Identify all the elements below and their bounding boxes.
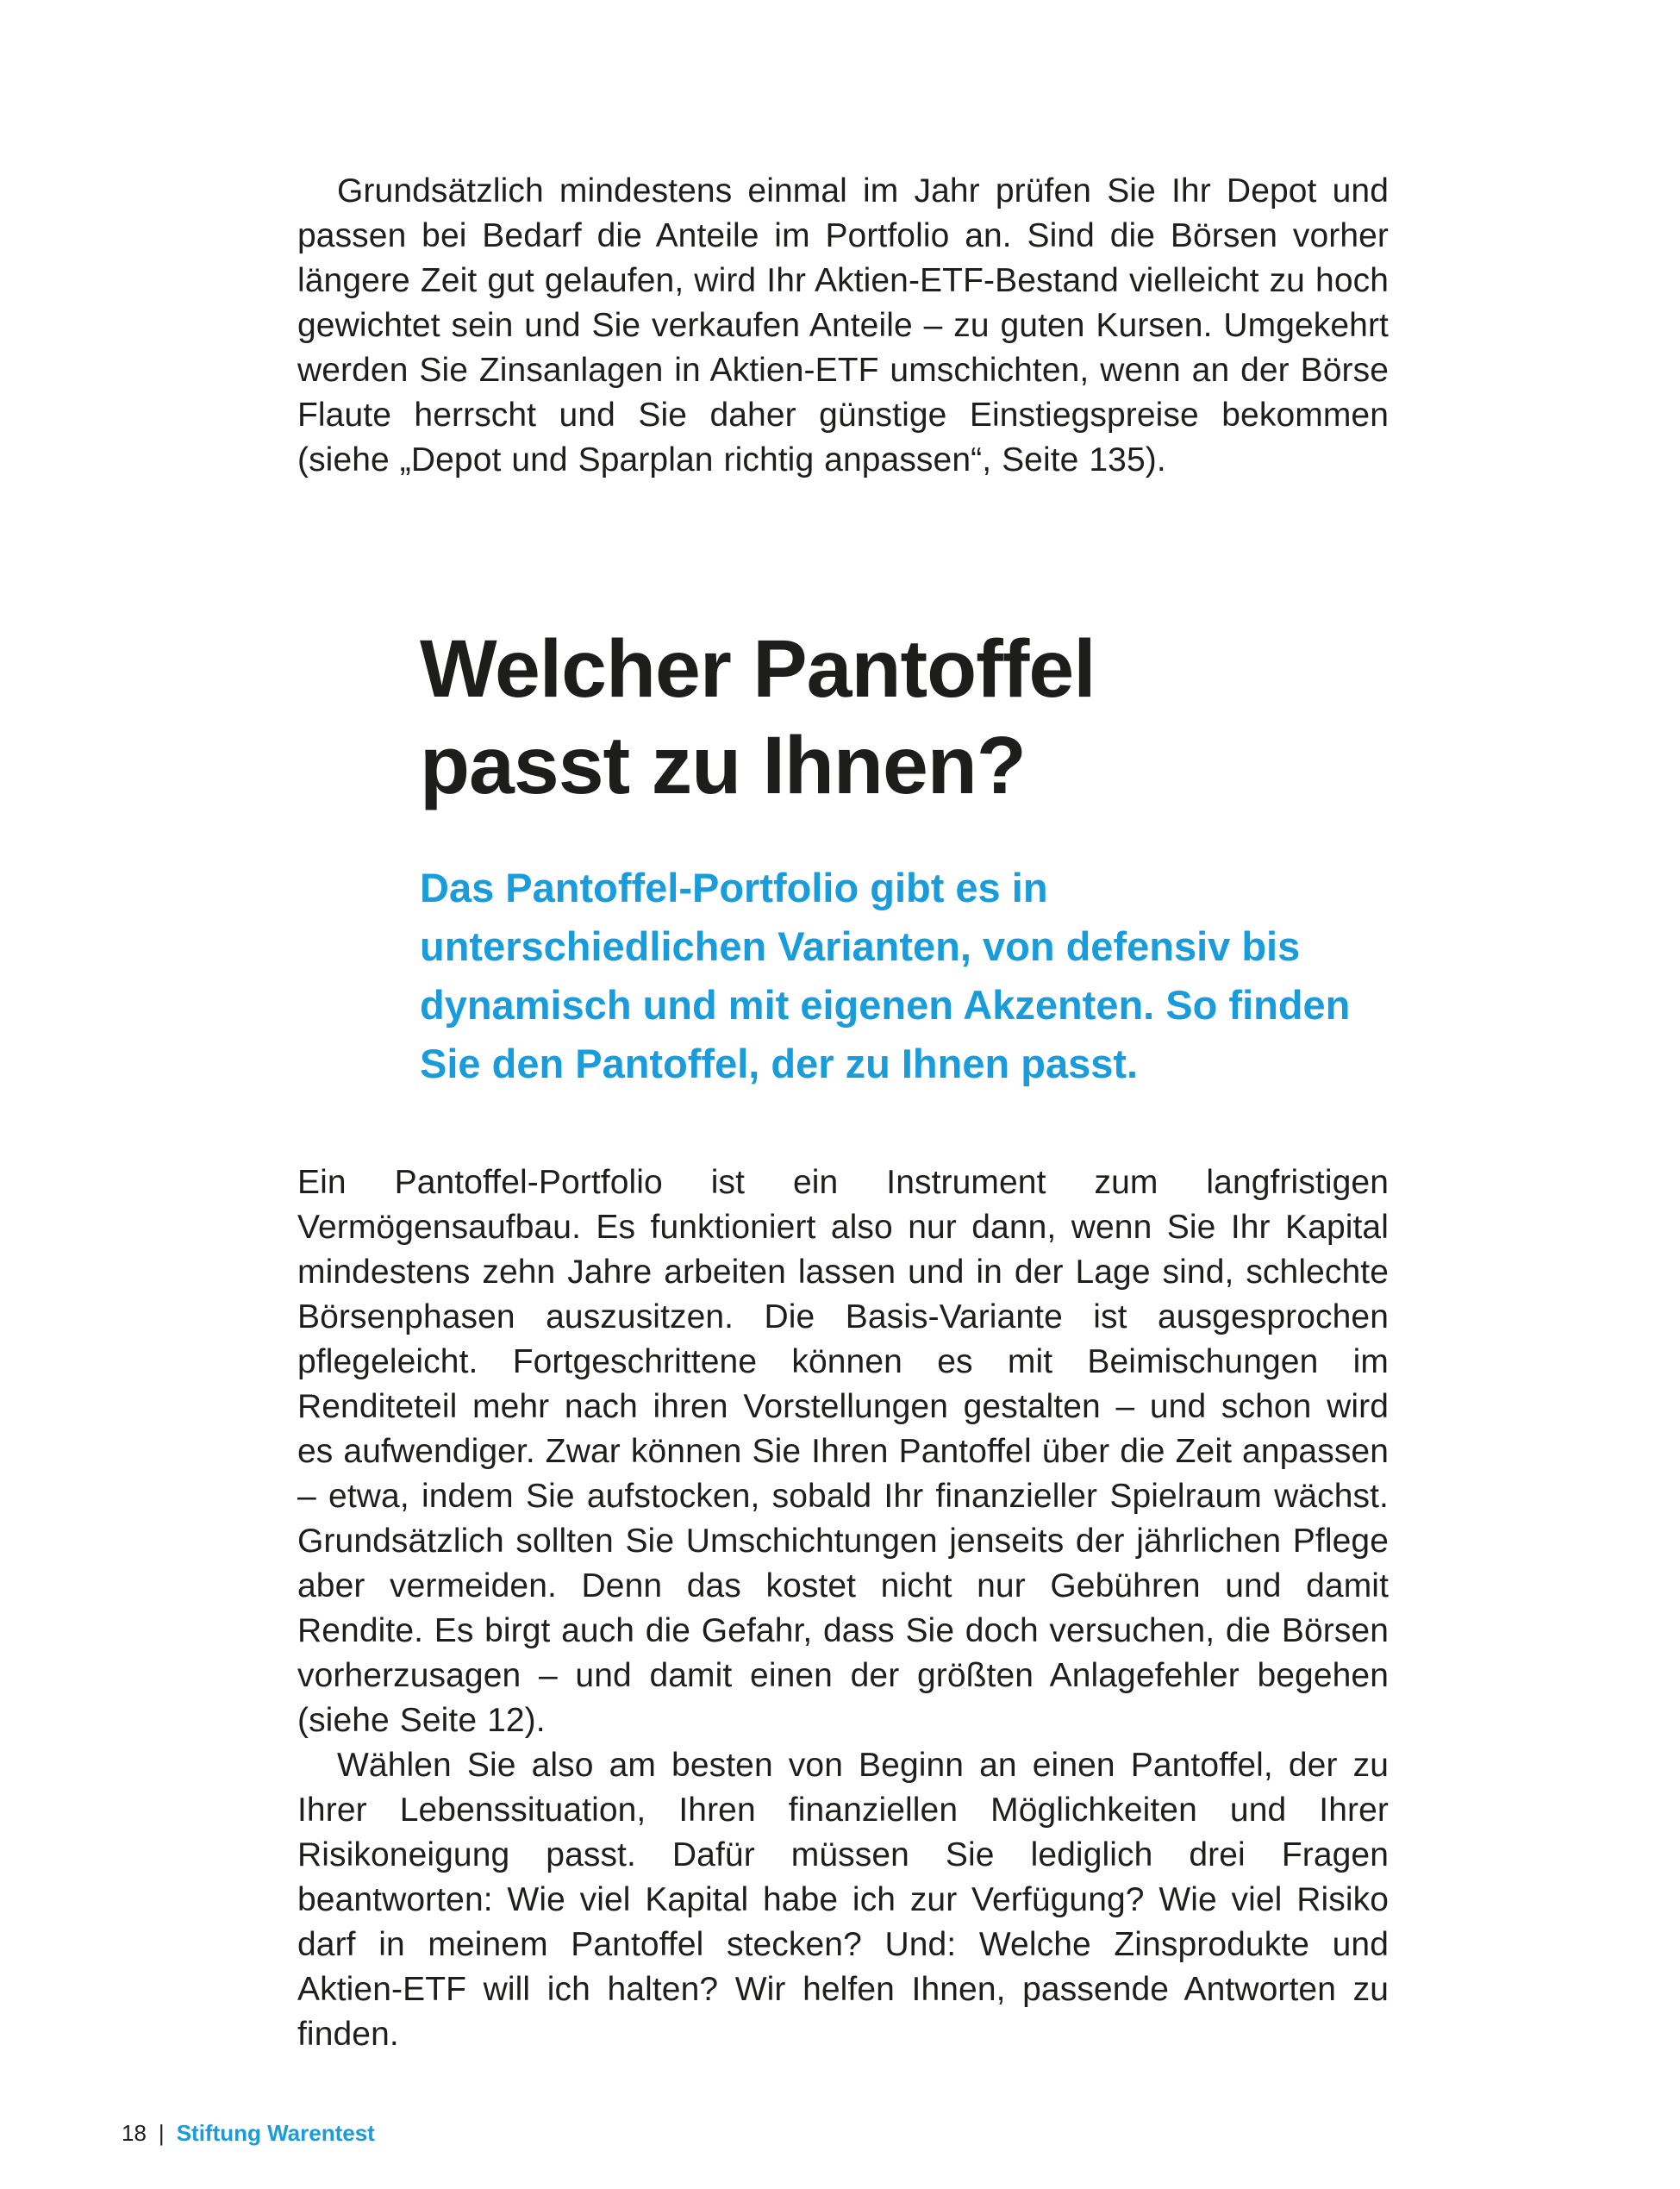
chapter-lead: Das Pantoffel-Portfolio gibt es in unterschiedlichen Varianten, von defensiv bis dynamisch und mit eigenen Akzenten. So finden Sie den Pantoffel, der zu Ihnen passt. bbox=[420, 865, 1351, 1086]
footer-separator: | bbox=[158, 2120, 165, 2146]
text-column bbox=[297, 169, 1389, 2057]
body-paragraph-1: Ein Pantoffel-Portfolio ist ein Instrument zum langfristigen Vermögensaufbau. Es funktioniert also nur dann, wenn Sie Ihr Kapital mindestens zehn Jahre arbeiten lassen und in der Lage sind, schlechte Börsenphasen auszusitzen. Die Basis-Variante ist ausgesprochen pflegeleicht. Fortgeschrittene können es mit Beimischungen im Renditeteil mehr nach ihren Vorstellungen gestalten – und schon wird es aufwendiger. Zwar können Sie Ihren Pantoffel über die Zeit anpassen – etwa, indem Sie aufstocken, sobald Ihr finanzieller Spielraum wächst. Grundsätzlich sollten Sie Umschichtungen jenseits der jährlichen Pflege aber vermeiden. Denn das kostet nicht nur Gebühren und damit Rendite. Es birgt auch die Gefahr, dass Sie doch versuchen, die Börsen vorherzusagen – und damit einen der größten Anlagefehler begehen (siehe Seite 12). bbox=[297, 1164, 1389, 1739]
chapter-title-line-2: passt zu Ihnen? bbox=[420, 720, 1026, 811]
chapter-title-line-1: Welcher Pantoffel bbox=[420, 623, 1096, 715]
page-number: 18 bbox=[122, 2120, 147, 2146]
body-paragraph-2: Wählen Sie also am besten von Beginn an einen Pantoffel, der zu Ihrer Lebenssituation, Ihren finanziellen Möglichkeiten und Ihrer Risikoneigung passt. Dafür müssen Sie lediglich drei Fragen beantworten: Wie viel Kapital habe ich zur Verfügung? Wie viel Risiko darf in meinem Pantoffel stecken? Und: Welche Zinsprodukte und Aktien-ETF will ich halten? Wir helfen Ihnen, passende Antworten zu finden. bbox=[297, 1747, 1389, 2053]
footer-brand: Stiftung Warentest bbox=[176, 2120, 375, 2146]
chapter-header bbox=[297, 621, 1389, 1093]
chapter-title bbox=[420, 621, 1389, 814]
intro-paragraph: Grundsätzlich mindestens einmal im Jahr prüfen Sie Ihr Depot und passen bei Bedarf die Anteile im Portfolio an. Sind die Börsen vorher längere Zeit gut gelaufen, wird Ihr Aktien-ETF-Bestand vielleicht zu hoch gewichtet sein und Sie verkaufen Anteile – zu guten Kursen. Umgekehrt werden Sie Zinsanlagen in Aktien-ETF umschichten, wenn an der Börse Flaute herrscht und Sie daher günstige Einstiegspreise bekommen (siehe „Depot und Sparplan richtig anpassen“, Seite 135). bbox=[297, 172, 1389, 478]
page-footer bbox=[122, 2119, 375, 2147]
